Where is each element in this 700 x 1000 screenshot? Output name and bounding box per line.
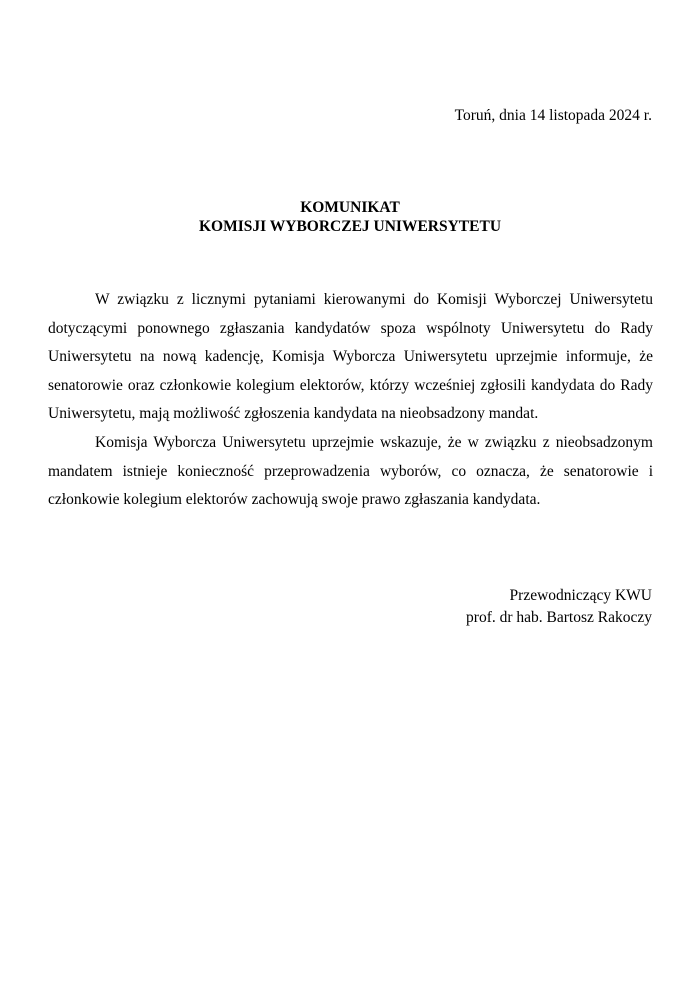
paragraph-2: Komisja Wyborcza Uniwersytetu uprzejmie wskazuje, że w związku z nieobsadzonym mandatem istnieje konieczność przeprowadzenia wyborów, co oznacza, że senatorowie i członkowie kolegium elektorów zachowują swoje prawo zgłaszania kandydata. [48,433,653,509]
date-line: Toruń, dnia 14 listopada 2024 r. [454,107,652,124]
signature-block [466,585,652,629]
document-heading [0,198,700,236]
document-body [48,286,653,515]
signature-role: Przewodniczący KWU [509,587,652,604]
heading-title: KOMUNIKAT [300,199,400,216]
signature-name: prof. dr hab. Bartosz Rakoczy [466,609,652,626]
paragraph-1: W związku z licznymi pytaniami kierowanymi do Komisji Wyborczej Uniwersytetu dotyczącymi ponownego zgłaszania kandydatów spoza wspólnoty Uniwersytetu do Rady Uniwersytetu na nową kadencję, Komisja Wyborcza Uniwersytetu uprzejmie informuje, że senatorowie oraz członkowie kolegium elektorów, którzy wcześniej zgłosili kandydata do Rady Uniwersytetu, mają możliwość zgłoszenia kandydata na nieobsadzony mandat. [48,291,653,423]
heading-subtitle: KOMISJI WYBORCZEJ UNIWERSYTETU [198,218,502,235]
